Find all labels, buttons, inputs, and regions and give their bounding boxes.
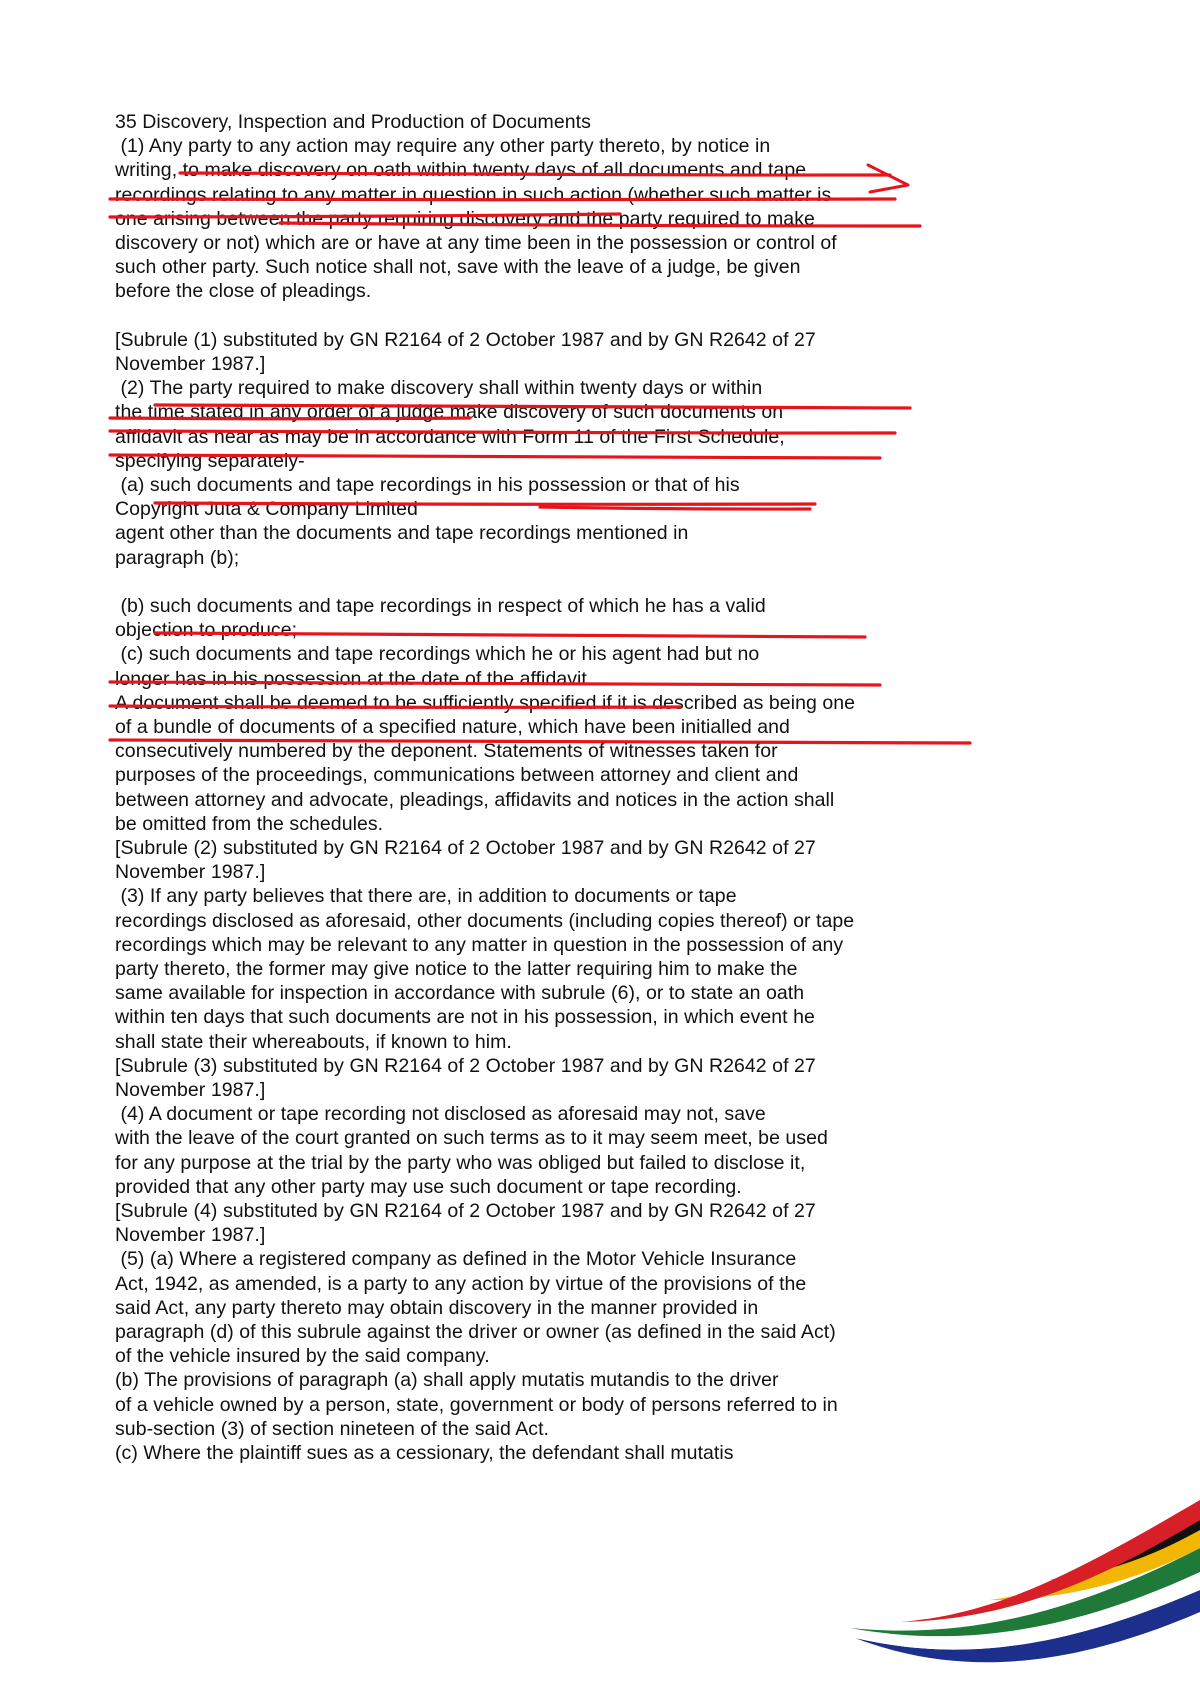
document-line: before the close of pleadings.: [115, 280, 372, 303]
document-line: Act, 1942, as amended, is a party to any action by virtue of the provisions of the: [115, 1272, 807, 1295]
document-line: recordings which may be relevant to any matter in question in the possession of any: [115, 933, 844, 956]
document-line: [Subrule (1) substituted by GN R2164 of 2 October 1987 and by GN R2642 of 27: [115, 328, 816, 351]
document-line: of the vehicle insured by the said company.: [115, 1345, 490, 1368]
document-line: [Subrule (4) substituted by GN R2164 of 2 October 1987 and by GN R2642 of 27: [115, 1200, 816, 1222]
document-line: (b) The provisions of paragraph (a) shall apply mutatis mutandis to the driver: [115, 1369, 779, 1392]
document-line: of a bundle of documents of a specified nature, which have been initialled and: [115, 716, 790, 738]
document-line: consecutively numbered by the deponent. Statements of witnesses taken for: [115, 740, 778, 763]
document-line: with the leave of the court granted on such terms as to it may seem meet, be used: [115, 1127, 828, 1150]
document-line: such other party. Such notice shall not, save with the leave of a judge, be given: [115, 256, 801, 279]
document-line: discovery or not) which are or have at any time been in the possession or control of: [115, 232, 837, 254]
document-line: be omitted from the schedules.: [115, 812, 384, 835]
document-line: same available for inspection in accordance with subrule (6), or to state an oath: [115, 982, 805, 1005]
document-line: party thereto, the former may give notice to the latter requiring him to make the: [115, 958, 798, 980]
document-line: writing, to make discovery on oath within twenty days of all documents and tape: [115, 159, 807, 182]
document-line: November 1987.]: [115, 861, 266, 884]
document-line: [Subrule (3) substituted by GN R2164 of 2 October 1987 and by GN R2642 of 27: [115, 1054, 816, 1077]
document-line: for any purpose at the trial by the party who was obliged but failed to disclose it,: [115, 1151, 806, 1174]
document-line: paragraph (d) of this subrule against the driver or owner (as defined in the said Act): [115, 1321, 836, 1343]
document-line: November 1987.]: [115, 1079, 266, 1101]
document-line: recordings disclosed as aforesaid, other documents (including copies thereof) or tape: [115, 909, 855, 932]
document-line: purposes of the proceedings, communications between attorney and client and: [115, 764, 799, 787]
document-line: November 1987.]: [115, 1224, 266, 1247]
document-line: between attorney and advocate, pleadings, affidavits and notices in the action shall: [115, 788, 835, 811]
document-line: (c) such documents and tape recordings which he or his agent had but no: [115, 643, 760, 666]
document-line: recordings relating to any matter in question in such action (whether such matter is: [115, 183, 832, 206]
document-line: November 1987.]: [115, 353, 266, 375]
document-line: (b) such documents and tape recordings in respect of which he has a valid: [115, 595, 766, 617]
document-line: Copyright Juta & Company Limited: [115, 498, 418, 521]
document-line: said Act, any party thereto may obtain discovery in the manner provided in: [115, 1296, 759, 1319]
document-line: (5) (a) Where a registered company as defined in the Motor Vehicle Insurance: [115, 1248, 797, 1271]
document-line: (3) If any party believes that there are, in addition to documents or tape: [115, 885, 737, 908]
document-line: specifying separately-: [115, 449, 305, 472]
document-line: the time stated in any order of a judge make discovery of such documents on: [115, 401, 784, 424]
document-line: (c) Where the plaintiff sues as a cessionary, the defendant shall mutatis: [115, 1442, 734, 1464]
document-line: affidavit as near as may be in accordance with Form 11 of the First Schedule,: [115, 425, 785, 448]
document-line: of a vehicle owned by a person, state, government or body of persons referred to in: [115, 1393, 838, 1416]
document-line: A document shall be deemed to be sufficiently specified if it is described as being one: [115, 691, 856, 714]
document-line: longer has in his possession at the date of the affidavit.: [115, 667, 593, 690]
document-line: (2) The party required to make discovery shall within twenty days or within: [115, 377, 763, 400]
document-line: one arising between the party requiring discovery and the party required to make: [115, 207, 815, 230]
document-line: 35 Discovery, Inspection and Production of Documents: [115, 111, 591, 133]
document-line: shall state their whereabouts, if known to him.: [115, 1030, 512, 1053]
document-line: [Subrule (2) substituted by GN R2164 of 2 October 1987 and by GN R2642 of 27: [115, 837, 816, 859]
document-line: (4) A document or tape recording not disclosed as aforesaid may not, save: [115, 1103, 766, 1126]
document-line: sub-section (3) of section nineteen of the said Act.: [115, 1417, 550, 1440]
document-line: objection to produce;: [115, 619, 298, 642]
document-line: within ten days that such documents are not in his possession, in which event he: [115, 1006, 815, 1029]
document-line: provided that any other party may use such document or tape recording.: [115, 1175, 742, 1198]
document-line: (a) such documents and tape recordings in his possession or that of his: [115, 474, 740, 496]
document-line: agent other than the documents and tape recordings mentioned in: [115, 522, 689, 545]
document-line: paragraph (b);: [115, 546, 240, 569]
document-line: (1) Any party to any action may require any other party thereto, by notice in: [115, 135, 771, 158]
